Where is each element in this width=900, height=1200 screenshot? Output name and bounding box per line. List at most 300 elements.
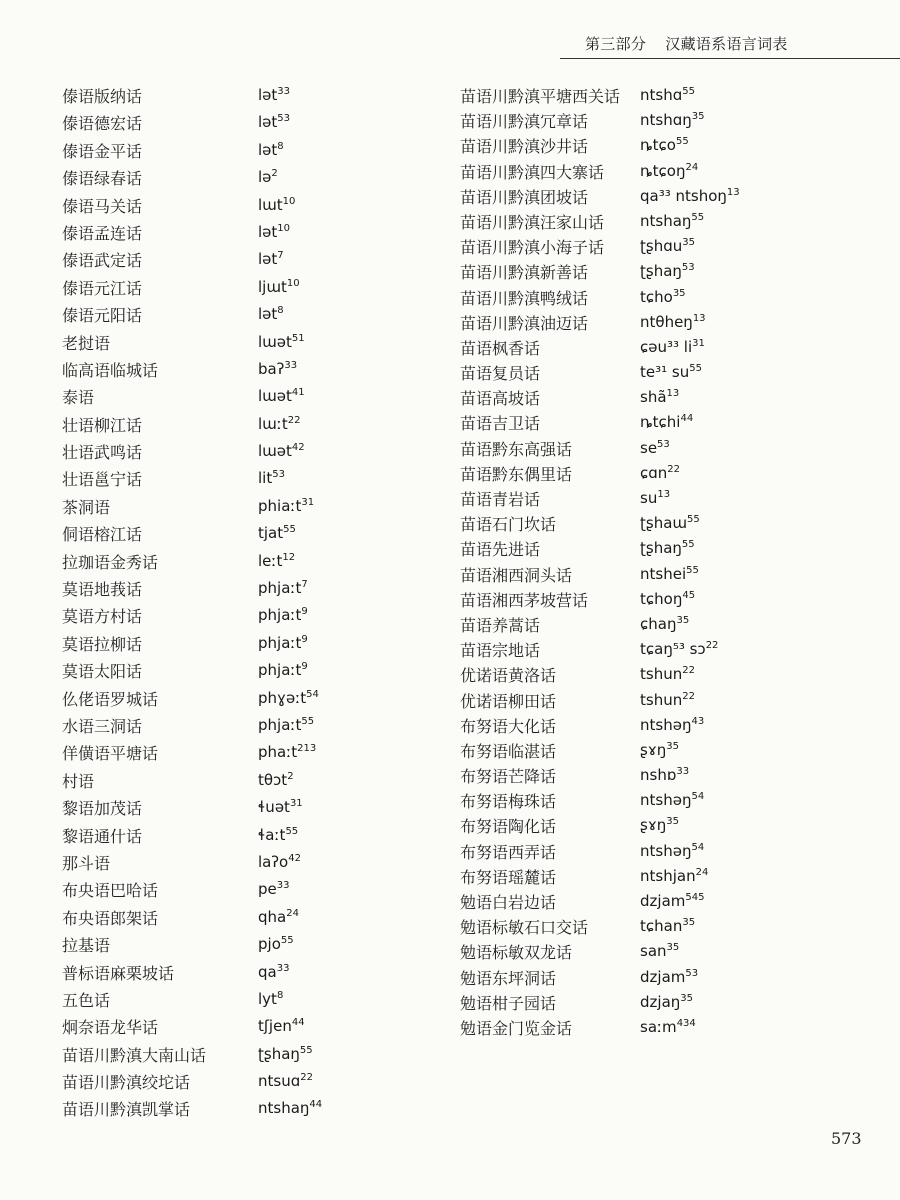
ipa-form <box>640 613 689 635</box>
ipa-text: lə <box>258 168 272 187</box>
ipa-text: ȵtɕo <box>640 136 676 155</box>
ipa-text: saːm <box>640 1017 677 1036</box>
ipa-text: ntshəŋ <box>640 715 692 734</box>
tone-number: 8 <box>277 305 284 317</box>
ipa-form <box>640 84 695 106</box>
dialect-name: 苗语川黔滇平塘西关话 <box>460 87 621 106</box>
tone-number: 2 <box>287 770 294 782</box>
ipa-form <box>640 336 705 358</box>
tone-number: 24 <box>695 866 709 878</box>
tone-number: 213 <box>297 743 317 755</box>
dialect-name: 布央语郎架话 <box>62 908 159 928</box>
ipa-text: tshun <box>640 690 683 709</box>
ipa-text: phɣəːt <box>258 688 307 707</box>
tone-number: 434 <box>676 1017 696 1029</box>
dialect-name: 普标语麻栗坡话 <box>62 963 175 983</box>
ipa-form <box>258 906 299 928</box>
ipa-form <box>258 550 295 572</box>
ipa-form <box>258 221 290 243</box>
dialect-name: 佯僙语平塘话 <box>62 744 159 764</box>
tone-number: 9 <box>301 606 308 618</box>
ipa-text: pe <box>258 880 277 899</box>
ipa-text: phjaːt <box>258 661 302 680</box>
dialect-name: 苗语青岩话 <box>460 490 541 509</box>
tone-number: 55 <box>301 715 315 727</box>
dialect-name: 老挝语 <box>62 333 111 353</box>
dialect-name: 茶洞语 <box>62 497 111 517</box>
tone-number: 8 <box>277 140 284 152</box>
dialect-name: 布努语芒降话 <box>460 767 557 787</box>
dialect-name: 苗语川黔滇沙井话 <box>460 137 589 157</box>
dialect-name: 村语 <box>62 771 95 791</box>
tone-number: 55 <box>681 539 695 551</box>
tone-number: 31 <box>301 496 315 508</box>
ipa-text: shã <box>640 388 667 407</box>
ipa-text: nshɒ <box>640 766 677 785</box>
dialect-name: 泰语 <box>62 388 95 408</box>
dialect-name: 优诺语黄洛话 <box>460 666 557 686</box>
ipa-text: ʈʂhaɯ <box>640 514 688 533</box>
ipa-text: lɯət <box>258 442 292 461</box>
ipa-form <box>258 687 319 709</box>
dialect-name: 莫语方村话 <box>62 607 143 627</box>
tone-number: 9 <box>301 633 308 645</box>
dialect-name: 苗语川黔滇团坡话 <box>460 187 589 207</box>
tone-number: 7 <box>301 579 308 591</box>
dialect-name: 拉珈语金秀话 <box>62 552 159 572</box>
ipa-text: ntθheŋ <box>640 312 693 331</box>
dialect-name: 勉语柑子园话 <box>460 993 557 1013</box>
ipa-form <box>640 512 700 534</box>
ipa-form <box>640 537 695 559</box>
dialect-name: 苗语川黔滇四大寨话 <box>460 162 605 182</box>
tone-number: 44 <box>309 1099 323 1111</box>
dialect-name: 布努语陶化话 <box>460 817 557 837</box>
ipa-text: tjat <box>258 524 284 543</box>
dialect-name: 勉语金门览金话 <box>460 1018 573 1038</box>
tone-number: 13 <box>666 388 680 400</box>
ipa-form <box>640 966 698 988</box>
ipa-form <box>640 689 695 711</box>
dialect-name: 莫语太阳话 <box>62 662 143 682</box>
ipa-text: laʔo <box>258 852 289 871</box>
tone-number: 35 <box>682 917 696 929</box>
ipa-text: lɯt <box>258 195 283 214</box>
dialect-name: 苗语川黔滇油迈话 <box>460 313 589 333</box>
ipa-form <box>640 789 704 811</box>
ipa-form <box>640 890 704 912</box>
tone-number: 35 <box>666 942 680 954</box>
dialect-name: 苗语湘西茅坡营话 <box>460 590 589 610</box>
tone-number: 10 <box>286 277 300 289</box>
tone-number: 10 <box>282 195 296 207</box>
ipa-form <box>640 940 679 962</box>
ipa-form <box>640 663 695 685</box>
tone-number: 31 <box>692 337 705 349</box>
ipa-text: se <box>640 438 658 457</box>
ipa-form <box>258 139 284 161</box>
ipa-text: pjo <box>258 935 281 954</box>
ipa-form <box>258 331 305 353</box>
ipa-text: lit <box>258 469 273 488</box>
ipa-form <box>640 739 679 761</box>
ipa-text: baʔ <box>258 359 285 378</box>
ipa-form <box>258 413 300 435</box>
ipa-text: lət <box>258 222 278 241</box>
dialect-name: 苗语川黔滇小海子话 <box>460 238 605 258</box>
tone-number: 54 <box>306 688 319 700</box>
ipa-form <box>640 386 679 408</box>
ipa-form <box>640 487 670 509</box>
tone-number: 55 <box>280 935 294 947</box>
ipa-form <box>258 604 308 626</box>
tone-number: 8 <box>276 989 284 1001</box>
tone-number: 51 <box>291 332 305 344</box>
dialect-name: 傣语马关话 <box>62 196 143 216</box>
ipa-text: lət <box>258 113 278 132</box>
page-number: 573 <box>831 1129 862 1148</box>
header-title: 汉藏语系语言词表 <box>665 35 788 53</box>
tone-number: 53 <box>657 438 670 450</box>
dialect-name: 苗语川黔滇鸭绒话 <box>460 288 589 308</box>
tone-number: 55 <box>691 211 705 223</box>
dialect-name: 苗语川黔滇汪家山话 <box>460 212 605 232</box>
dialect-name: 苗语川黔滇大南山话 <box>62 1045 207 1065</box>
dialect-name: 炯奈语龙华话 <box>62 1018 159 1038</box>
dialect-name: 傣语元阳话 <box>62 306 143 326</box>
ipa-form <box>640 638 718 660</box>
ipa-form <box>258 303 284 325</box>
ipa-text: ʈʂhɑu <box>640 237 683 256</box>
dialect-name: 那斗语 <box>62 853 111 873</box>
dialect-name: 傣语金平话 <box>62 141 143 161</box>
ipa-text: tɕho <box>640 287 673 306</box>
dialect-name: 莫语拉柳话 <box>62 634 143 654</box>
ipa-form <box>258 714 314 736</box>
dialect-name: 布努语临湛话 <box>460 741 557 761</box>
ipa-form <box>640 865 708 887</box>
tone-number: 24 <box>685 161 699 173</box>
ipa-form <box>640 235 695 257</box>
tone-number: 10 <box>277 222 291 234</box>
ipa-form <box>258 796 303 818</box>
ipa-form <box>258 440 305 462</box>
dialect-name: 苗语川黔滇凯掌话 <box>62 1100 191 1120</box>
ipa-text: phjaːt <box>258 579 302 598</box>
ipa-form <box>640 134 689 156</box>
tone-number: 33 <box>284 359 298 371</box>
ipa-text: ʈʂhaŋ <box>640 539 682 558</box>
tone-number: 55 <box>299 1044 313 1056</box>
dialect-name: 苗语高坡话 <box>460 389 541 409</box>
tone-number: 31 <box>289 798 303 810</box>
dialect-name: 苗语先进话 <box>460 540 541 560</box>
ipa-form <box>640 462 680 484</box>
dialect-name: 苗语复员话 <box>460 364 541 384</box>
dialect-name: 布努语梅珠话 <box>460 792 557 812</box>
dialect-name: 苗语养蒿话 <box>460 615 541 635</box>
ipa-form <box>258 1097 322 1119</box>
tone-number: 53 <box>681 262 695 274</box>
ipa-form <box>258 248 284 270</box>
ipa-form <box>258 851 301 873</box>
ipa-form <box>258 276 300 298</box>
dialect-name: 勉语东坪洞话 <box>460 968 557 988</box>
ipa-text: phaːt <box>258 743 298 762</box>
ipa-text: phjaːt <box>258 633 302 652</box>
ipa-form <box>640 185 740 207</box>
ipa-text: qa³³ ntshoŋ <box>640 186 727 205</box>
tone-number: 55 <box>682 86 695 97</box>
ipa-form <box>640 840 704 862</box>
ipa-form <box>258 385 305 407</box>
tone-number: 53 <box>685 967 699 979</box>
ipa-text: dzjaŋ <box>640 992 681 1011</box>
dialect-name: 傣语元江话 <box>62 278 143 298</box>
ipa-text: ɬuət <box>258 798 290 817</box>
ipa-text: ntshaŋ <box>258 1099 310 1118</box>
dialect-name: 苗语川黔滇冗章话 <box>460 112 589 132</box>
dialect-name: 壮语柳江话 <box>62 415 143 435</box>
ipa-form <box>258 632 308 654</box>
tone-number: 42 <box>291 442 305 454</box>
dialect-name: 苗语湘西洞头话 <box>460 565 573 585</box>
tone-number: 45 <box>682 589 696 601</box>
tone-number: 2 <box>271 168 278 180</box>
ipa-text: ljɯt <box>258 277 287 296</box>
dialect-name: 布努语西弄话 <box>460 842 557 862</box>
dialect-name: 布努语大化话 <box>460 716 557 736</box>
ipa-form <box>258 194 295 216</box>
dialect-name: 水语三洞话 <box>62 716 143 736</box>
ipa-text: ʂɤŋ <box>640 816 667 835</box>
tone-number: 42 <box>288 852 301 864</box>
dialect-name: 布努语瑶麓话 <box>460 867 557 887</box>
ipa-text: lət <box>258 86 278 104</box>
tone-number: 33 <box>277 86 291 97</box>
dialect-name: 勉语白岩边话 <box>460 893 557 912</box>
tone-number: 9 <box>301 661 308 673</box>
ipa-form <box>258 577 308 599</box>
ipa-form <box>258 467 285 489</box>
dialect-name: 傣语德宏话 <box>62 114 143 134</box>
ipa-form <box>640 160 698 182</box>
ipa-text: dzjam <box>640 967 686 986</box>
ipa-form <box>258 769 294 791</box>
ipa-text: ntshaŋ <box>640 211 692 230</box>
tone-number: 35 <box>672 287 686 299</box>
ipa-text: lət <box>258 140 278 159</box>
dialect-name: 苗语吉卫话 <box>460 414 541 434</box>
ipa-text: ntshɑ <box>640 86 683 104</box>
ipa-text: lət <box>258 250 278 269</box>
tone-number: 22 <box>300 1072 313 1084</box>
dialect-name: 傣语绿春话 <box>62 169 143 189</box>
ipa-text: ntshjan <box>640 866 696 885</box>
tone-number: 545 <box>685 892 705 903</box>
header-rule <box>560 58 900 59</box>
ipa-form <box>640 361 702 383</box>
dialect-name: 仫佬语罗城话 <box>62 689 159 709</box>
ipa-text: tshun <box>640 665 683 684</box>
ipa-form <box>258 522 296 544</box>
ipa-text: lət <box>258 305 278 324</box>
dialect-name: 壮语邕宁话 <box>62 470 143 490</box>
ipa-text: ȵtɕhi <box>640 413 681 432</box>
ipa-form <box>258 659 308 681</box>
tone-number: 54 <box>691 791 705 803</box>
tone-number: 22 <box>705 640 719 652</box>
ipa-text: tɕaŋ⁵³ sɔ <box>640 640 706 659</box>
ipa-form <box>640 437 670 459</box>
ipa-form <box>258 358 297 380</box>
ipa-form <box>640 286 686 308</box>
ipa-text: tɕhoŋ <box>640 589 683 608</box>
tone-number: 35 <box>676 614 690 626</box>
ipa-text: lɯət <box>258 387 292 406</box>
ipa-text: ntshɑŋ <box>640 111 692 130</box>
tone-number: 35 <box>666 740 679 752</box>
dialect-name: 莫语地莪话 <box>62 580 143 600</box>
ipa-form <box>640 563 699 585</box>
ipa-text: tʃjen <box>258 1017 292 1036</box>
tone-number: 24 <box>286 907 299 919</box>
ipa-text: ɕəu³³ li <box>640 337 693 356</box>
dialect-name: 苗语川黔滇绞坨话 <box>62 1073 191 1093</box>
tone-number: 55 <box>687 514 700 526</box>
dialect-name: 苗语宗地话 <box>460 641 541 661</box>
header-part: 第三部分 <box>585 35 647 53</box>
tone-number: 33 <box>276 880 290 892</box>
ipa-text: san <box>640 942 667 961</box>
tone-number: 53 <box>272 469 285 481</box>
ipa-form <box>640 210 704 232</box>
dialect-name: 布央语巴哈话 <box>62 881 159 901</box>
ipa-text: ɬaːt <box>258 825 286 844</box>
ipa-form <box>258 84 290 106</box>
tone-number: 41 <box>291 387 305 399</box>
ipa-form <box>258 878 289 900</box>
dialect-name: 侗语榕江话 <box>62 525 143 545</box>
tone-number: 44 <box>291 1017 305 1029</box>
tone-number: 35 <box>682 237 695 249</box>
tone-number: 35 <box>680 992 693 1004</box>
ipa-form <box>258 988 283 1010</box>
ipa-text: tθɔt <box>258 770 288 789</box>
dialect-name: 傣语版纳话 <box>62 87 143 106</box>
ipa-form <box>640 311 706 333</box>
ipa-form <box>640 991 693 1013</box>
tone-number: 13 <box>692 312 706 324</box>
ipa-form <box>258 961 289 983</box>
dialect-name: 拉基语 <box>62 936 111 956</box>
dialect-name: 临高语临城话 <box>62 360 159 380</box>
tone-number: 12 <box>282 551 296 563</box>
ipa-form <box>258 1070 313 1092</box>
ipa-text: leːt <box>258 551 283 570</box>
tone-number: 55 <box>686 564 699 576</box>
ipa-text: phiaːt <box>258 496 302 515</box>
ipa-text: ʂɤŋ <box>640 740 667 759</box>
tone-number: 55 <box>675 136 689 148</box>
tone-number: 22 <box>682 690 695 702</box>
tone-number: 55 <box>283 524 296 536</box>
ipa-form <box>640 814 679 836</box>
ipa-text: te³¹ su <box>640 363 690 382</box>
dialect-name: 黎语通什话 <box>62 826 143 846</box>
ipa-text: tɕhan <box>640 917 683 936</box>
tone-number: 22 <box>287 414 301 426</box>
dialect-name: 傣语孟连话 <box>62 223 143 243</box>
ipa-form <box>640 714 704 736</box>
ipa-text: su <box>640 489 658 507</box>
ipa-form <box>258 166 278 188</box>
ipa-form <box>258 933 294 955</box>
ipa-text: ntshəŋ <box>640 841 692 860</box>
tone-number: 22 <box>682 665 695 677</box>
ipa-text: ɕɑn <box>640 463 668 482</box>
tone-number: 54 <box>691 841 705 853</box>
tone-number: 33 <box>276 962 290 974</box>
tone-number: 35 <box>666 816 679 828</box>
dialect-name: 苗语黔东偶里话 <box>460 464 573 484</box>
dialect-name: 苗语川黔滇新善话 <box>460 263 589 283</box>
ipa-text: qha <box>258 907 287 926</box>
ipa-text: phjaːt <box>258 715 302 734</box>
running-header <box>585 33 788 54</box>
ipa-text: ʈʂhaŋ <box>640 262 682 281</box>
ipa-text: lɯːt <box>258 414 288 433</box>
ipa-text: lyt <box>258 989 277 1008</box>
ipa-text: ntshəŋ <box>640 791 692 810</box>
dialect-name: 苗语黔东高强话 <box>460 439 573 459</box>
dialect-name: 优诺语柳田话 <box>460 691 557 711</box>
dialect-name: 壮语武鸣话 <box>62 443 143 463</box>
ipa-form <box>640 764 689 786</box>
tone-number: 55 <box>689 363 702 375</box>
ipa-form <box>640 915 695 937</box>
ipa-text: qa <box>258 962 277 981</box>
ipa-form <box>640 260 695 282</box>
ipa-form <box>258 111 290 133</box>
ipa-form <box>258 1015 305 1037</box>
ipa-text: phjaːt <box>258 606 302 625</box>
ipa-text: ɕhaŋ <box>640 614 677 633</box>
dialect-name: 勉语标敏双龙话 <box>460 943 573 963</box>
ipa-form <box>258 495 314 517</box>
tone-number: 13 <box>657 489 671 500</box>
dialect-name: 勉语标敏石口交话 <box>460 918 589 938</box>
ipa-text: ʈʂhaŋ <box>258 1044 300 1063</box>
ipa-form <box>258 1043 313 1065</box>
tone-number: 53 <box>277 113 291 125</box>
ipa-text: ntsuɑ <box>258 1072 301 1091</box>
tone-number: 35 <box>691 111 705 123</box>
ipa-form <box>258 824 298 846</box>
ipa-text: ȵtɕoŋ <box>640 161 686 180</box>
tone-number: 33 <box>676 766 690 778</box>
tone-number: 7 <box>277 250 284 262</box>
ipa-text: lɯət <box>258 332 292 351</box>
ipa-form <box>640 109 704 131</box>
ipa-form <box>640 1016 696 1038</box>
dialect-name: 苗语石门坎话 <box>460 515 557 535</box>
ipa-text: dzjam <box>640 892 686 910</box>
tone-number: 43 <box>691 715 705 727</box>
ipa-form <box>258 741 316 763</box>
ipa-form <box>640 411 693 433</box>
tone-number: 44 <box>680 413 694 425</box>
